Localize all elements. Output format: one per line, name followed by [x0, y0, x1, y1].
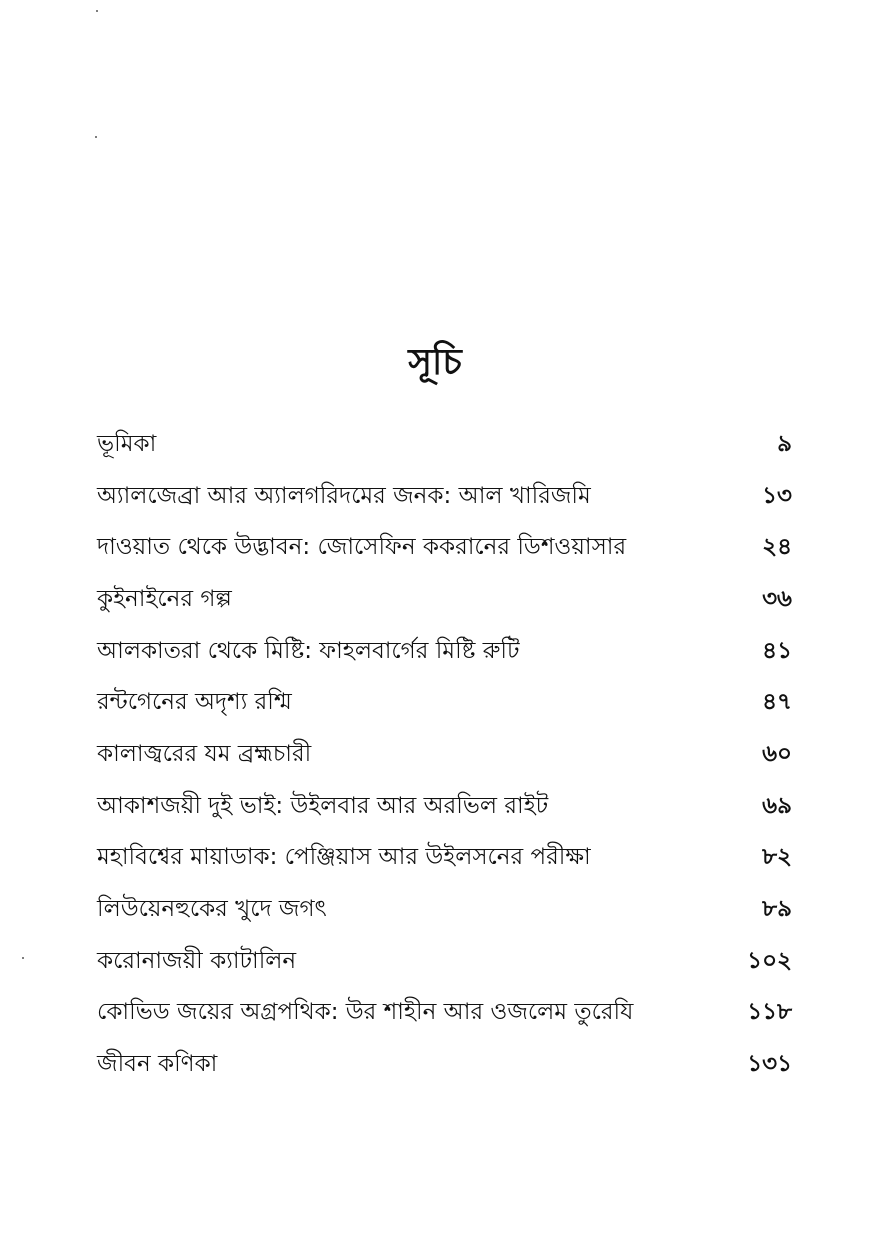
- page-title: সূচি: [408, 342, 462, 383]
- toc-row[interactable]: [97, 625, 792, 677]
- toc-page-number: ১০২: [747, 947, 792, 974]
- scan-speck: [95, 136, 97, 138]
- toc-row[interactable]: [97, 470, 792, 522]
- toc-entry-title: আলকাতরা থেকে মিষ্টি: ফাহলবার্গের মিষ্টি রুটি: [97, 637, 520, 664]
- toc-entry-title: দাওয়াত থেকে উদ্ভাবন: জোসেফিন ককরানের ডিশওয়াসার: [97, 534, 627, 561]
- toc-entry-title: কোভিড জয়ের অগ্রপথিক: উর শাহীন আর ওজলেম তুরেযি: [97, 999, 634, 1026]
- toc-row[interactable]: [97, 418, 792, 470]
- toc-row[interactable]: [97, 883, 792, 935]
- toc-entry-title: লিউয়েনহুকের খুদে জগৎ: [97, 896, 327, 923]
- toc-entry-title: আকাশজয়ী দুই ভাই: উইলবার আর অরভিল রাইট: [97, 792, 549, 819]
- toc-page-number: ৯: [777, 430, 792, 457]
- toc-entry-title: মহাবিশ্বের মায়াডাক: পেঞ্জিয়াস আর উইলসনের পরীক্ষা: [97, 844, 591, 871]
- toc-page-number: ১৩: [762, 482, 792, 509]
- toc-entry-title: করোনাজয়ী ক্যাটালিন: [97, 947, 297, 974]
- toc-entry-title: কুইনাইনের গল্প: [97, 585, 232, 612]
- toc-entry-title: কালাজ্বরের যম ব্রহ্মচারী: [97, 740, 312, 767]
- toc-entry-title: ভূমিকা: [97, 430, 157, 457]
- toc-page-number: ৮৯: [762, 896, 792, 923]
- toc-page-number: ৮২: [762, 844, 792, 871]
- toc-row[interactable]: [97, 728, 792, 780]
- toc-entry-title: রন্টগেনের অদৃশ্য রশ্মি: [97, 689, 292, 716]
- toc-row[interactable]: [97, 987, 792, 1039]
- toc-row[interactable]: [97, 521, 792, 573]
- scan-speck: [96, 10, 98, 12]
- toc-page-number: ২৪: [762, 534, 792, 561]
- toc-row[interactable]: [97, 935, 792, 987]
- toc-page-number: ৬৯: [762, 792, 792, 819]
- toc-page-number: ৬০: [762, 740, 792, 767]
- toc-page-number: ১৩১: [747, 1051, 792, 1078]
- toc-entry-title: জীবন কণিকা: [97, 1051, 218, 1078]
- toc-row[interactable]: [97, 1038, 792, 1090]
- toc-page-number: ৪১: [762, 637, 792, 664]
- toc-page-number: ৪৭: [762, 689, 792, 716]
- table-of-contents: [97, 418, 792, 1090]
- toc-row[interactable]: [97, 832, 792, 884]
- toc-page-number: ৩৬: [762, 585, 792, 612]
- scan-speck: [22, 957, 24, 959]
- toc-entry-title: অ্যালজেব্রা আর অ্যালগরিদমের জনক: আল খারিজমি: [97, 482, 591, 509]
- toc-row[interactable]: [97, 780, 792, 832]
- toc-page-number: ১১৮: [747, 999, 792, 1026]
- toc-row[interactable]: [97, 573, 792, 625]
- toc-row[interactable]: [97, 676, 792, 728]
